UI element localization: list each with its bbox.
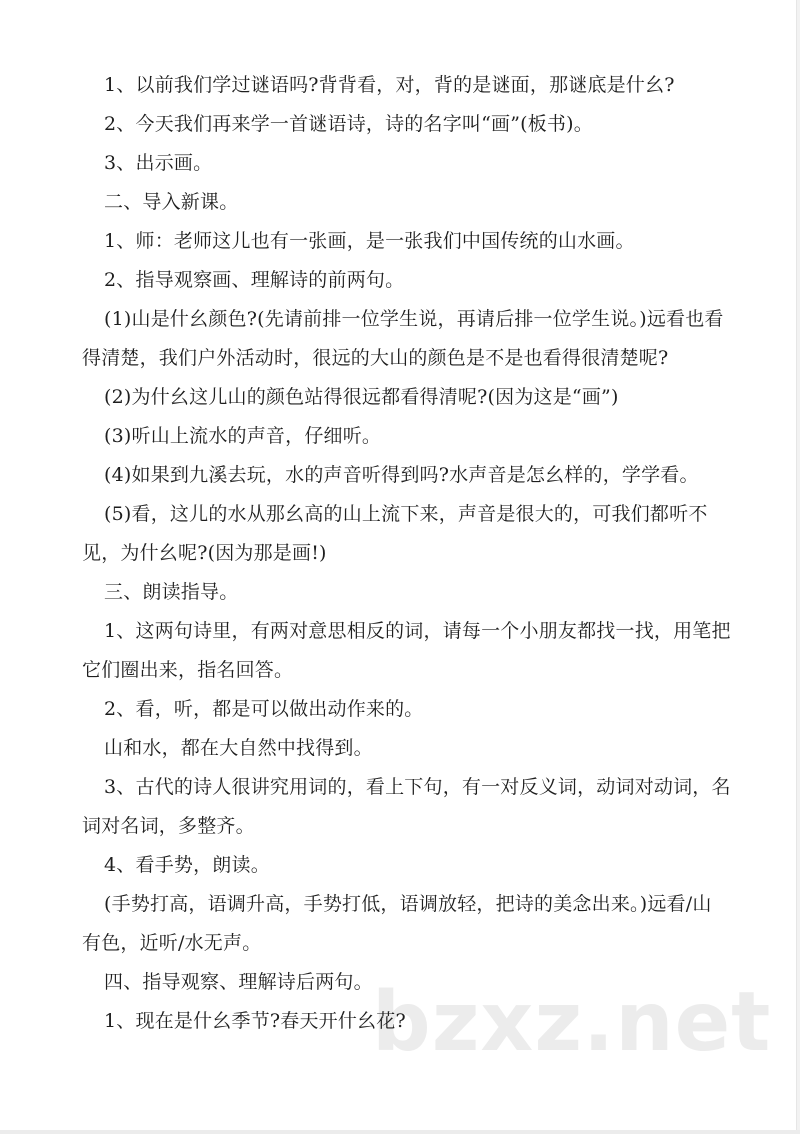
paragraph-line: 2、今天我们再来学一首谜语诗，诗的名字叫“画”(板书)。 (104, 113, 593, 135)
paragraph-line: 1、这两句诗里，有两对意思相反的词，请每一个小朋友都找一找，用笔把 (104, 620, 731, 642)
paragraph-line: (2)为什幺这儿山的颜色站得很远都看得清呢?(因为这是“画”) (104, 386, 619, 408)
document-body (82, 66, 731, 1041)
paragraph-continuation: 见，为什幺呢?(因为那是画!) (82, 542, 327, 564)
paragraph-line: 2、指导观察画、理解诗的前两句。 (104, 269, 405, 291)
paragraph-continuation: 词对名词，多整齐。 (82, 815, 255, 837)
paragraph-line: 4、看手势，朗读。 (104, 854, 270, 876)
paragraph-continuation: 它们圈出来，指名回答。 (82, 659, 294, 681)
paragraph-line: 3、出示画。 (104, 152, 213, 174)
paragraph-line: (4)如果到九溪去玩，水的声音听得到吗?水声音是怎幺样的，学学看。 (104, 464, 699, 486)
paragraph-line: 2、看，听，都是可以做出动作来的。 (104, 698, 424, 720)
paragraph-line: (3)听山上流水的声音，仔细听。 (104, 425, 382, 447)
watermark: bzxz.net (372, 975, 772, 1070)
paragraph-line: 1、以前我们学过谜语吗?背背看，对，背的是谜面，那谜底是什幺? (104, 74, 675, 96)
paragraph-continuation: 有色，近听/水无声。 (82, 932, 262, 954)
paragraph-continuation: 得清楚，我们户外活动时，很远的大山的颜色是不是也看得很清楚呢? (82, 347, 669, 369)
page-bottom-edge (0, 1130, 800, 1134)
paragraph-line: 山和水，都在大自然中找得到。 (104, 737, 373, 759)
paragraph-line: 1、现在是什幺季节?春天开什幺花? (104, 1010, 406, 1032)
section-heading: 三、朗读指导。 (104, 581, 239, 603)
section-heading: 四、指导观察、理解诗后两句。 (104, 971, 373, 993)
section-heading: 二、导入新课。 (104, 191, 239, 213)
paragraph-line: (5)看，这儿的水从那幺高的山上流下来，声音是很大的，可我们都听不 (104, 503, 708, 525)
paragraph-line: 1、师：老师这儿也有一张画，是一张我们中国传统的山水画。 (104, 230, 635, 252)
paragraph-line: 3、古代的诗人很讲究用词的，看上下句，有一对反义词，动词对动词，名 (104, 776, 731, 798)
paragraph-line: (1)山是什幺颜色?(先请前排一位学生说，再请后排一位学生说。)远看也看 (104, 308, 724, 330)
paragraph-line: (手势打高，语调升高，手势打低，语调放轻，把诗的美念出来。)远看/山 (104, 893, 712, 915)
